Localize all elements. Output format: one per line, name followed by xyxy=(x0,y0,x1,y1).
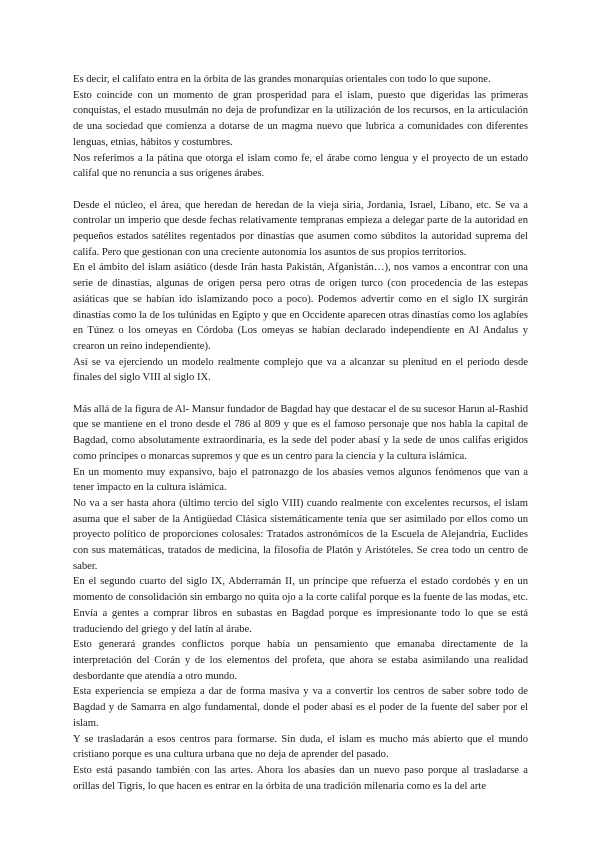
paragraph: Nos referimos a la pátina que otorga el islam como fe, el árabe como lengua y el proyecto de un estado califal que no renuncia a sus orígenes árabes. xyxy=(73,152,528,180)
paragraph: En un momento muy expansivo, bajo el patronazgo de los abasíes vemos algunos fenómenos que van a tener impacto en la cultura islámica. xyxy=(73,466,528,494)
paragraph: En el segundo cuarto del siglo IX, Abderramán II, un príncipe que refuerza el estado cordobés y en un momento de consolidación sin embargo no quita ojo a la corte califal porque es la fuente de las modas, etc. Envía a gentes a comprar libros en subastas en Bagdad porque es impresionante todo lo que se está traduciendo del griego y del latín al árabe. xyxy=(73,576,528,635)
paragraph: Esto coincide con un momento de gran prosperidad para el islam, puesto que digeridas las primeras conquistas, el estado musulmán no deja de profundizar en la utilización de los recursos, en la articulación de una sociedad que comienza a dotarse de un magma nuevo que lubrica a comunidades con diferentes lenguas, etnias, hábitos y costumbres. xyxy=(73,89,528,148)
paragraph-spacer xyxy=(73,182,528,198)
paragraph: En el ámbito del islam asiático (desde Irán hasta Pakistán, Afganistán…), nos vamos a encontrar con una serie de dinastías, algunas de origen persa pero otras de origen turco (con procedencia de las estepas asiáticas que se habían ido islamizando poco a poco). Podemos advertir como en el siglo IX surgirán dinastías como la de los tulúnidas en Egipto y que en Occidente aparecen otras dinastías como los aglabíes en Túnez o los omeyas en Córdoba (Los omeyas se habían declarado independiente en Al Andalus y crearon un reino independiente). xyxy=(73,262,528,352)
paragraph-spacer xyxy=(73,386,528,402)
paragraph: Más allá de la figura de Al- Mansur fundador de Bagdad hay que destacar el de su sucesor Harun al-Rashid que se mantiene en el trono desde el 786 al 809 y que es el famoso personaje que nos habla la capital de Bagdad, como absolutamente extraordinaria, es la sede del poder abasí y la sede de unos califas erigidos como príncipes o monarcas supremos y que es un centro para la ciencia y la cultura islámica. xyxy=(73,403,528,462)
paragraph: Desde el núcleo, el área, que heredan de heredan de la vieja siria, Jordania, Israel, Líbano, etc. Se va a controlar un imperio que desde fechas relativamente tempranas empieza a delegar parte de la autoridad en pequeños estados satélites regentados por dinastías que asumen como súbditos la autoridad suprema del califa. Pero que gestionan con una creciente autonomía los asuntos de sus propios territorios. xyxy=(73,199,528,258)
paragraph: Esto generará grandes conflictos porque había un pensamiento que emanaba directamente de la interpretación del Corán y de los elementos del profeta, que ahora se estaba asimilando una realidad desbordante que atendía a otro mundo. xyxy=(73,639,528,682)
paragraph: No va a ser hasta ahora (último tercio del siglo VIII) cuando realmente con excelentes recursos, el islam asuma que el saber de la Antigüedad Clásica sistemáticamente tenía que ser asimilado por ellos como un proyecto político de proporciones colosales: Tratados astronómicos de la Escuela de Alejandría, Euclides con sus matemáticas, tratados de medicina, la filosofía de Platón y Aristóteles. Se crea todo un centro de saber. xyxy=(73,497,528,572)
paragraph: Así se va ejerciendo un modelo realmente complejo que va a alcanzar su plenitud en el periodo desde finales del siglo VIII al siglo IX. xyxy=(73,356,528,384)
paragraph: Esto está pasando también con las artes. Ahora los abasíes dan un nuevo paso porque al trasladarse a orillas del Tigris, lo que hacen es entrar en la órbita de una tradición milenaria como es la del arte xyxy=(73,764,528,792)
paragraph: Esta experiencia se empieza a dar de forma masiva y va a convertir los centros de saber sobre todo de Bagdad y de Samarra en algo fundamental, donde el poder abasí es el poder de la fuente del saber por el islam. xyxy=(73,686,528,729)
paragraph: Y se trasladarán a esos centros para formarse. Sin duda, el islam es mucho más abierto que el mundo cristiano porque es una cultura urbana que no deja de aprender del pasado. xyxy=(73,733,528,761)
paragraph: Es decir, el califato entra en la órbita de las grandes monarquías orientales con todo lo que supone. xyxy=(73,74,491,85)
body-text xyxy=(73,72,528,794)
